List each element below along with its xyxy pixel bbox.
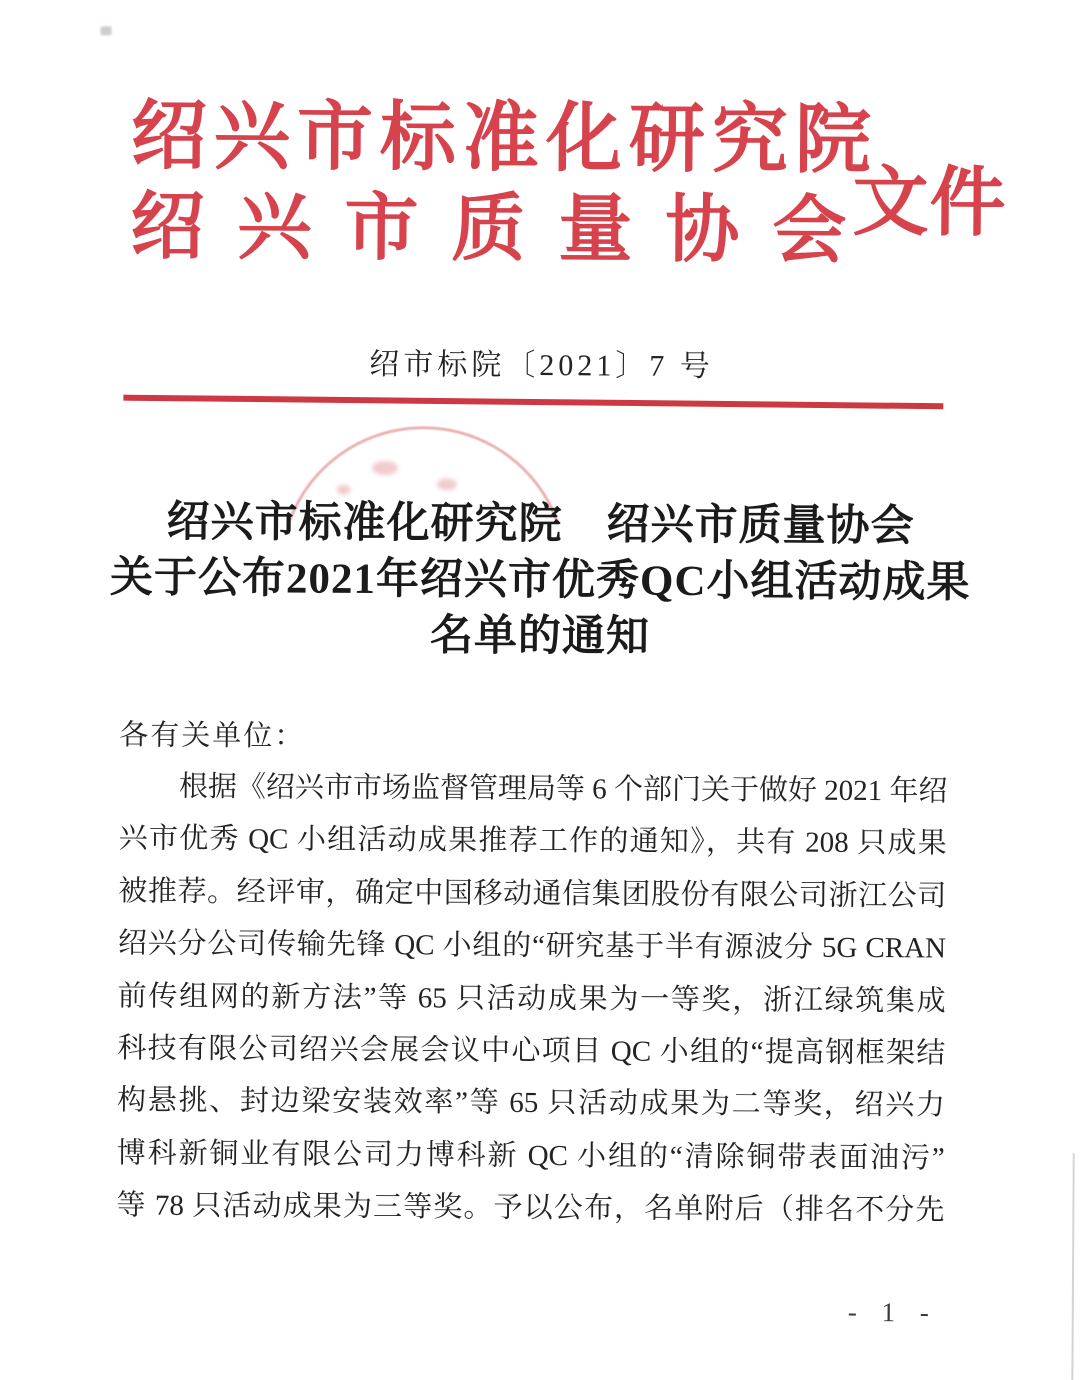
body-line: 构悬挑、封边梁安装效率”等 65 只活动成果为二等奖，绍兴力 [116,1084,946,1122]
salutation: 各有关单位： [119,719,306,753]
notice-title [90,494,991,667]
notice-body-paragraph [116,760,947,1237]
body-line: 绍兴分公司传输先锋 QC 小组的“研究基于半有源波分 5G CRAN [117,927,947,965]
body-line: 科技有限公司绍兴会展会议中心项目 QC 小组的“提高钢框架结 [117,1032,946,1070]
letterhead-org-2: 绍兴市质量协会 [130,186,880,274]
red-separator-rule [123,395,943,410]
body-line: 博科新铜业有限公司力博科新 QC 小组的“清除铜带表面油污” [116,1137,945,1175]
body-line: 被推荐。经评审，确定中国移动通信集团股份有限公司浙江公司 [118,875,947,913]
notice-title-line-2: 关于公布2021年绍兴市优秀QC小组活动成果 [109,554,971,607]
body-line: 根据《绍兴市市场监督管理局等 6 个部门关于做好 2021 年绍 [178,770,948,808]
seal-smudge [372,461,398,475]
letterhead-doc-type: 文件 [852,160,1007,246]
notice-title-line-3: 名单的通知 [429,612,651,661]
scan-speck [101,26,112,35]
seal-smudge [437,478,457,490]
body-line: 兴市优秀 QC 小组活动成果推荐工作的通知》，共有 208 只成果 [118,822,947,860]
notice-title-line-1: 绍兴市标准化研究院 绍兴市质量协会 [166,498,915,551]
letterhead-org-1: 绍兴市标准化研究院 [130,94,879,184]
body-line: 等 78 只活动成果为三等奖。予以公布，名单附后（排名不分先 [116,1189,945,1227]
body-line: 前传组网的新方法”等 65 只活动成果为一等奖，浙江绿筑集成 [117,979,946,1018]
seal-smudge [337,485,351,495]
document-number: 绍市标院〔2021〕7 号 [369,347,714,384]
page-number: - 1 - [847,1296,938,1328]
scan-edge-artifact [1071,1153,1074,1380]
